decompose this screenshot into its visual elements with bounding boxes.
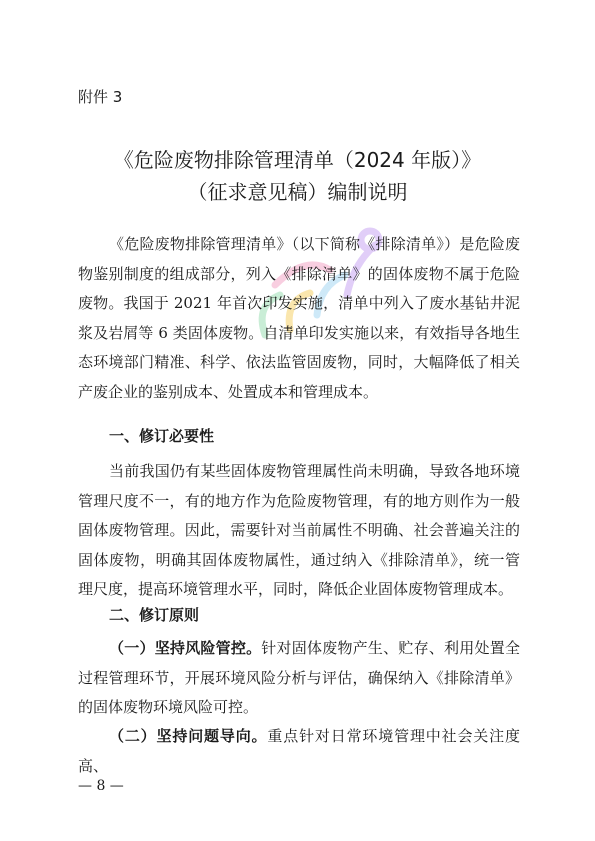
document-subtitle: （征求意见稿）编制说明 [187, 180, 408, 204]
principle-problem-paragraph [78, 722, 520, 781]
section-heading-necessity: 一、修订必要性 [109, 427, 215, 445]
page-number: — 8 — [78, 778, 124, 794]
intro-paragraph: 《危险废物排除管理清单》（以下简称《排除清单》）是危险废物鉴别制度的组成部分，列入《排除清单》的固体废物不属于危险废物。我国于 2021 年首次印发实施，清单中列入了废水基钻井泥浆及岩屑等 6 类固体废物。自清单印发实施以来，有效指导各地生态环境部门精准、科学、依法监管固废物，同时，大幅降低了相关产废企业的鉴别成本、处置成本和管理成本。 [78, 235, 520, 401]
principle-problem-body: 重点针对日常环境管理中社会关注度高、 [78, 727, 520, 775]
necessity-paragraph: 当前我国仍有某些固体废物管理属性尚未明确，导致各地环境管理尺度不一，有的地方作为危险废物管理，有的地方则作为一般固体废物管理。因此，需要针对当前属性不明确、社会普遍关注的固体废物，明确其固体废物属性，通过纳入《排除清单》，统一管理尺度，提高环境管理水平，同时，降低企业固体废物管理成本。 [78, 462, 520, 598]
principle-problem-lead: （二）坚持问题导向。 [109, 727, 268, 745]
principle-risk-lead: （一）坚持风险管控。 [109, 639, 262, 657]
principle-risk-body: 针对固体废物产生、贮存、利用处置全过程管理环节，开展环境风险分析与评估，确保纳入《排除清单》的固体废物环境风险可控。 [78, 639, 520, 716]
document-title: 《危险废物排除管理清单（2024 年版）》 [113, 148, 482, 172]
principle-risk-paragraph [78, 634, 520, 723]
section-heading-principles: 二、修订原则 [109, 606, 200, 624]
attachment-label: 附件 3 [78, 88, 123, 106]
